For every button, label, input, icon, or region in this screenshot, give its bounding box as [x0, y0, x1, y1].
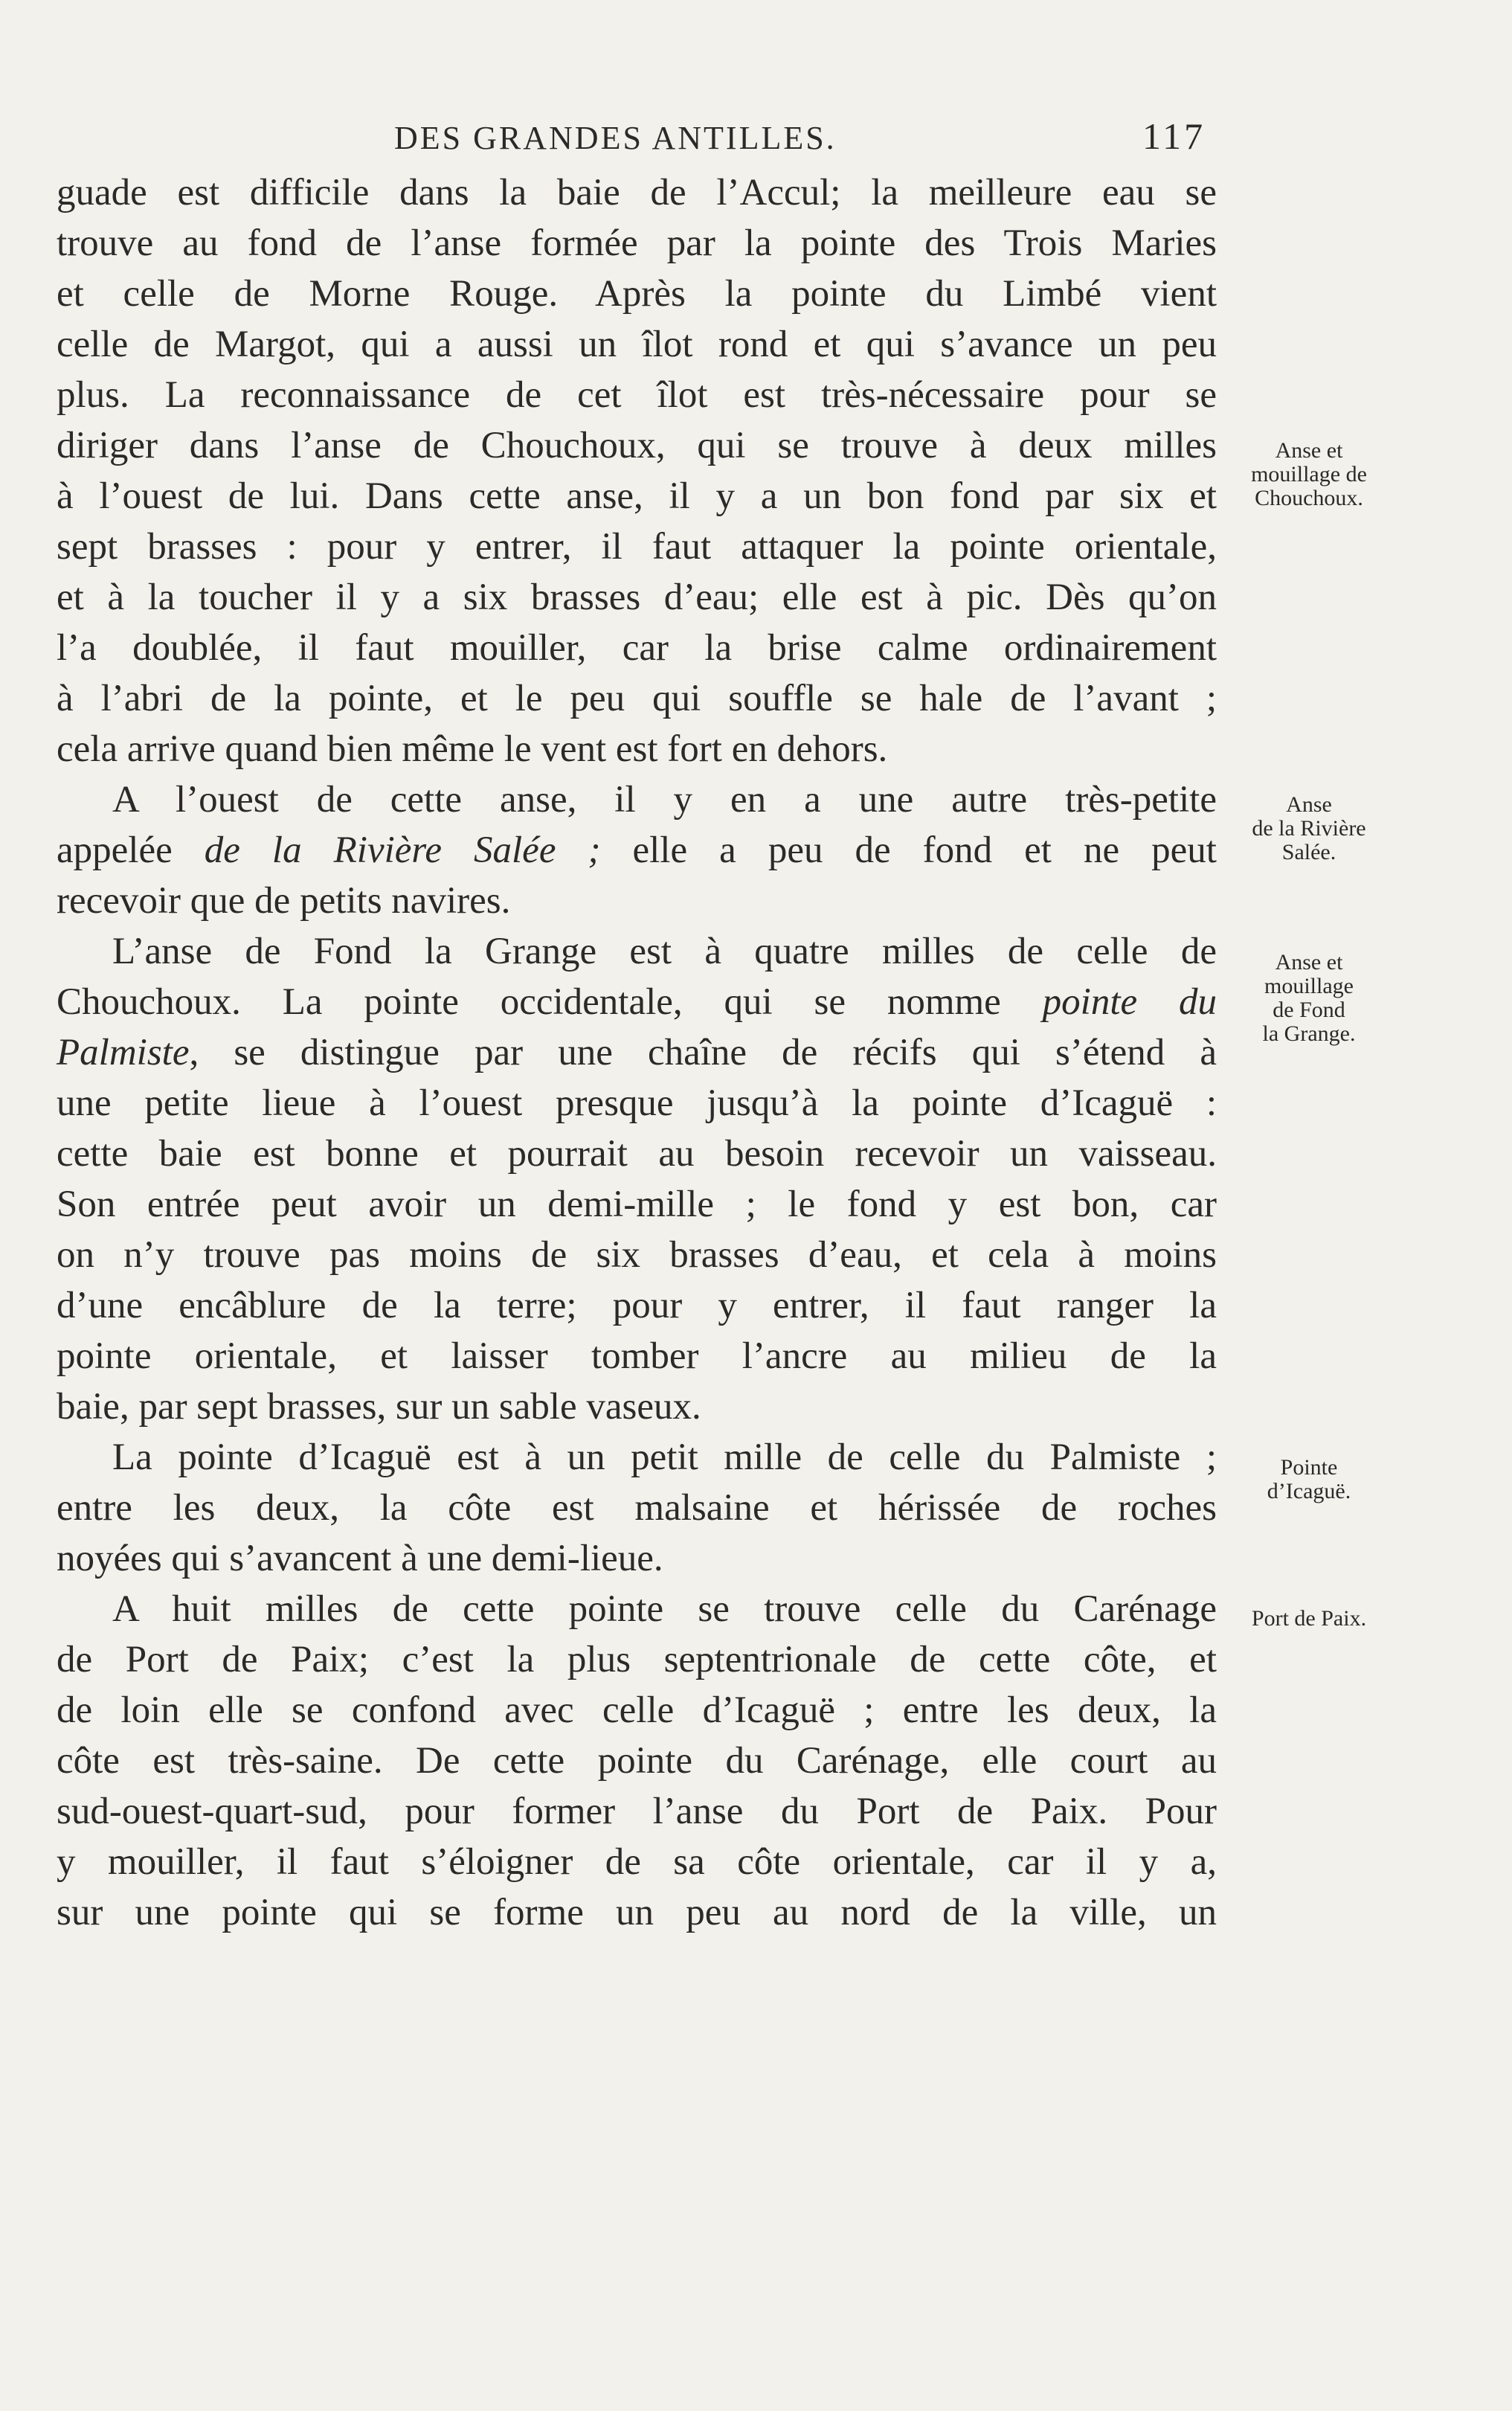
- text-segment: appelée: [57, 829, 205, 871]
- margin-note-line: de Fond: [1273, 998, 1345, 1022]
- text-segment: y mouiller, il faut s’éloigner de sa côte orientale, car il y a,: [57, 1841, 1217, 1883]
- text-segment: sur une pointe qui se forme un peu au nord de la ville, un: [57, 1892, 1217, 1933]
- text-segment: et celle de Morne Rouge. Après la pointe du Limbé vient: [57, 273, 1217, 315]
- text-segment: La pointe d’Icaguë est à un petit mille de celle du Palmiste ;: [112, 1436, 1217, 1478]
- text-line: [57, 1685, 1217, 1736]
- text-segment: entre les deux, la côte est malsaine et hérissée de roches: [57, 1487, 1217, 1529]
- margin-note-line: mouillage: [1264, 974, 1354, 998]
- text-line: [57, 1584, 1217, 1634]
- text-line: [57, 623, 1217, 673]
- text-segment: côte est très-saine. De cette pointe du Carénage, elle court au: [57, 1740, 1217, 1782]
- text-line: [57, 1230, 1217, 1280]
- text-line: [57, 1381, 1217, 1432]
- text-line: [57, 1331, 1217, 1381]
- text-line: [57, 876, 1217, 926]
- text-line: [57, 1786, 1217, 1837]
- text-segment: guade est difficile dans la baie de l’Accul; la meilleure eau se: [57, 172, 1217, 214]
- text-segment: A l’ouest de cette anse, il y en a une autre très-petite: [112, 779, 1217, 821]
- text-segment: recevoir que de petits navires.: [57, 880, 511, 922]
- text-segment: et à la toucher il y a six brasses d’eau; elle est à pic. Dès qu’on: [57, 577, 1217, 618]
- text-segment: à l’ouest de lui. Dans cette anse, il y a un bon fond par six et: [57, 475, 1217, 517]
- text-line: [57, 1129, 1217, 1179]
- text-segment: noyées qui s’avancent à une demi-lieue.: [57, 1538, 663, 1579]
- text-line: [57, 1432, 1217, 1483]
- text-line: [57, 1736, 1217, 1786]
- text-segment: à l’abri de la pointe, et le peu qui souffle se hale de l’avant ;: [57, 678, 1217, 719]
- text-segment: une petite lieue à l’ouest presque jusqu’à la pointe d’Icaguë :: [57, 1082, 1217, 1124]
- text-line: [57, 218, 1217, 269]
- text-line: [57, 1179, 1217, 1230]
- text-segment: on n’y trouve pas moins de six brasses d’eau, et cela à moins: [57, 1234, 1217, 1276]
- text-segment: Son entrée peut avoir un demi-mille ; le fond y est bon, car: [57, 1184, 1217, 1225]
- text-segment: L’anse de Fond la Grange est à quatre milles de celle de: [112, 931, 1217, 972]
- text-line: [57, 1533, 1217, 1584]
- margin-note-riviere-salee: [1227, 793, 1391, 864]
- margin-note-fond-la-grange: [1227, 951, 1391, 1046]
- text-segment: , se distingue par une chaîne de récifs qui s’étend à: [189, 1032, 1217, 1073]
- text-segment: cela arrive quand bien même le vent est fort en dehors.: [57, 728, 888, 770]
- text-line: [57, 673, 1217, 724]
- text-line: [57, 825, 1217, 876]
- text-line: [57, 269, 1217, 319]
- margin-note-line: Anse et: [1275, 438, 1343, 463]
- text-segment: baie, par sept brasses, sur un sable vaseux.: [57, 1386, 701, 1428]
- text-line: [57, 1837, 1217, 1887]
- italic-text: Palmiste: [57, 1032, 190, 1073]
- text-line: [57, 319, 1217, 370]
- margin-note-chouchoux: [1227, 439, 1391, 510]
- body-text: [57, 167, 1217, 1938]
- text-segment: diriger dans l’anse de Chouchoux, qui se trouve à deux milles: [57, 425, 1217, 466]
- text-line: [57, 521, 1217, 572]
- margin-note-line: Anse et: [1275, 950, 1343, 975]
- margin-note-icague: [1227, 1456, 1391, 1503]
- margin-note-line: la Grange.: [1262, 1021, 1356, 1046]
- text-line: [57, 471, 1217, 521]
- margin-note-line: Salée.: [1281, 840, 1336, 864]
- margin-note-port-de-paix: [1227, 1607, 1391, 1631]
- margin-note-line: de la Rivière: [1252, 816, 1366, 841]
- text-line: [57, 1027, 1217, 1078]
- text-segment: pointe orientale, et laisser tomber l’ancre au milieu de la: [57, 1335, 1217, 1377]
- text-segment: de loin elle se confond avec celle d’Icaguë ; entre les deux, la: [57, 1689, 1217, 1731]
- text-line: [57, 167, 1217, 218]
- text-segment: cette baie est bonne et pourrait au besoin recevoir un vaisseau.: [57, 1133, 1217, 1175]
- margin-note-line: Anse: [1286, 792, 1332, 817]
- text-segment: plus. La reconnaissance de cet îlot est très-nécessaire pour se: [57, 374, 1217, 416]
- text-line: [57, 774, 1217, 825]
- margin-note-line: Chouchoux.: [1255, 486, 1363, 510]
- text-segment: elle a peu de fond et ne peut: [600, 829, 1217, 871]
- text-line: [57, 420, 1217, 471]
- text-segment: trouve au fond de l’anse formée par la pointe des Trois Maries: [57, 222, 1217, 264]
- margin-note-line: d’Icaguë.: [1267, 1479, 1351, 1503]
- text-line: [57, 1887, 1217, 1938]
- text-segment: de Port de Paix; c’est la plus septentrionale de cette côte, et: [57, 1639, 1217, 1680]
- page-number: 117: [1142, 115, 1206, 157]
- italic-text: pointe du: [1042, 981, 1217, 1023]
- text-line: [57, 724, 1217, 774]
- margin-note-line: Port de Paix.: [1251, 1606, 1367, 1631]
- text-segment: sept brasses : pour y entrer, il faut attaquer la pointe orientale,: [57, 526, 1217, 568]
- text-segment: A huit milles de cette pointe se trouve celle du Carénage: [112, 1588, 1217, 1630]
- text-segment: l’a doublée, il faut mouiller, car la brise calme ordinairement: [57, 627, 1217, 669]
- margin-note-line: Pointe: [1280, 1455, 1338, 1480]
- italic-text: de la Rivière Salée ;: [204, 829, 601, 871]
- text-line: [57, 1280, 1217, 1331]
- text-segment: sud-ouest-quart-sud, pour former l’anse du Port de Paix. Pour: [57, 1791, 1217, 1832]
- text-segment: d’une encâblure de la terre; pour y entrer, il faut ranger la: [57, 1285, 1217, 1326]
- running-head: [0, 112, 1512, 164]
- running-title: DES GRANDES ANTILLES.: [394, 120, 837, 156]
- text-segment: celle de Margot, qui a aussi un îlot rond et qui s’avance un peu: [57, 324, 1217, 365]
- text-line: [57, 1634, 1217, 1685]
- text-segment: Chouchoux. La pointe occidentale, qui se nomme: [57, 981, 1043, 1023]
- text-line: [57, 926, 1217, 977]
- margin-note-line: mouillage de: [1251, 462, 1367, 487]
- text-line: [57, 977, 1217, 1027]
- text-line: [57, 370, 1217, 420]
- text-line: [57, 1483, 1217, 1533]
- text-line: [57, 1078, 1217, 1129]
- text-line: [57, 572, 1217, 623]
